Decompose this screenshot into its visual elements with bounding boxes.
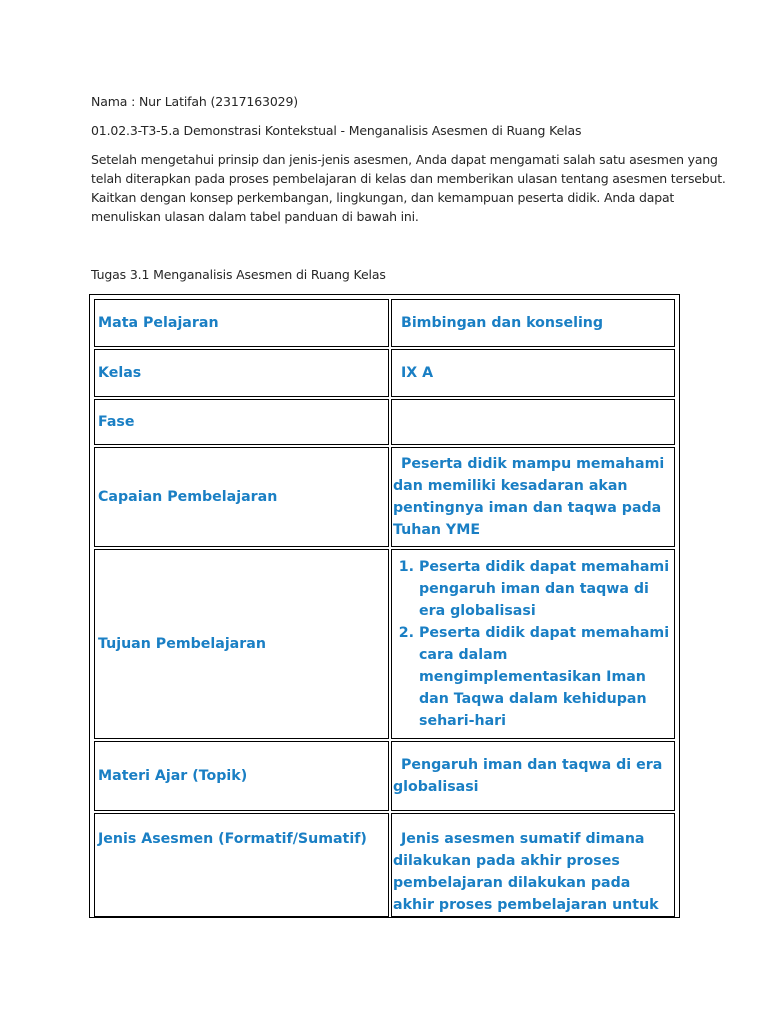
assignment-code: 01.02.3-T3-5.a Demonstrasi Kontekstual - Menganalisis Asesmen di Ruang Kelas: [91, 123, 582, 138]
table-row: [94, 813, 675, 917]
label-capaian: Capaian Pembelajaran: [94, 447, 389, 547]
label-tujuan: Tujuan Pembelajaran: [94, 549, 389, 739]
label-mata-pelajaran: Mata Pelajaran: [94, 299, 389, 347]
mata-pelajaran-text: Bimbingan dan konseling: [401, 315, 604, 331]
table-row: [94, 399, 675, 445]
value-tujuan: [391, 549, 675, 739]
label-jenis: Jenis Asesmen (Formatif/Sumatif): [94, 813, 389, 917]
kelas-text: IX A: [401, 365, 434, 381]
label-fase: Fase: [94, 399, 389, 445]
tujuan-item: 2. Peserta didik dapat memahami cara dalam mengimplementasikan Iman dan Taqwa dalam kehidupan sehari-hari: [419, 622, 671, 732]
label-materi: Materi Ajar (Topik): [94, 741, 389, 811]
tujuan-item: 1. Peserta didik dapat memahami pengaruh iman dan taqwa di era globalisasi: [419, 556, 671, 622]
table-row: [94, 741, 675, 811]
task-title: Tugas 3.1 Menganalisis Asesmen di Ruang Kelas: [91, 267, 386, 282]
label-kelas: Kelas: [94, 349, 389, 397]
intro-line: Kaitkan dengan konsep perkembangan, lingkungan, dan kemampuan peserta didik. Anda dapat: [91, 190, 675, 205]
student-name: Nama : Nur Latifah (2317163029): [91, 94, 298, 109]
jenis-text: Jenis asesmen sumatif dimana dilakukan pada akhir proses pembelajaran dilakukan pada akhir proses pembelajaran untuk: [393, 831, 659, 913]
table-row: [94, 349, 675, 397]
materi-text: Pengaruh iman dan taqwa di era globalisasi: [393, 757, 663, 795]
intro-line: menuliskan ulasan dalam tabel panduan di bawah ini.: [91, 209, 419, 224]
table-row: [94, 549, 675, 739]
intro-paragraph: [91, 150, 726, 226]
value-jenis: [391, 813, 675, 917]
value-capaian: [391, 447, 675, 547]
value-kelas: [391, 349, 675, 397]
value-materi: [391, 741, 675, 811]
value-fase: [391, 399, 675, 445]
tujuan-list: [393, 556, 671, 732]
assessment-table-grid: [92, 297, 677, 919]
table-row: [94, 299, 675, 347]
intro-line: Setelah mengetahui prinsip dan jenis-jenis asesmen, Anda dapat mengamati salah satu asesmen yang: [91, 152, 718, 167]
table-row: [94, 447, 675, 547]
value-mata-pelajaran: [391, 299, 675, 347]
assessment-table: [89, 294, 680, 918]
intro-line: telah diterapkan pada proses pembelajaran di kelas dan memberikan ulasan tentang asesmen tersebut.: [91, 171, 726, 186]
capaian-text: Peserta didik mampu memahami dan memiliki kesadaran akan pentingnya iman dan taqwa pada Tuhan YME: [393, 456, 665, 538]
